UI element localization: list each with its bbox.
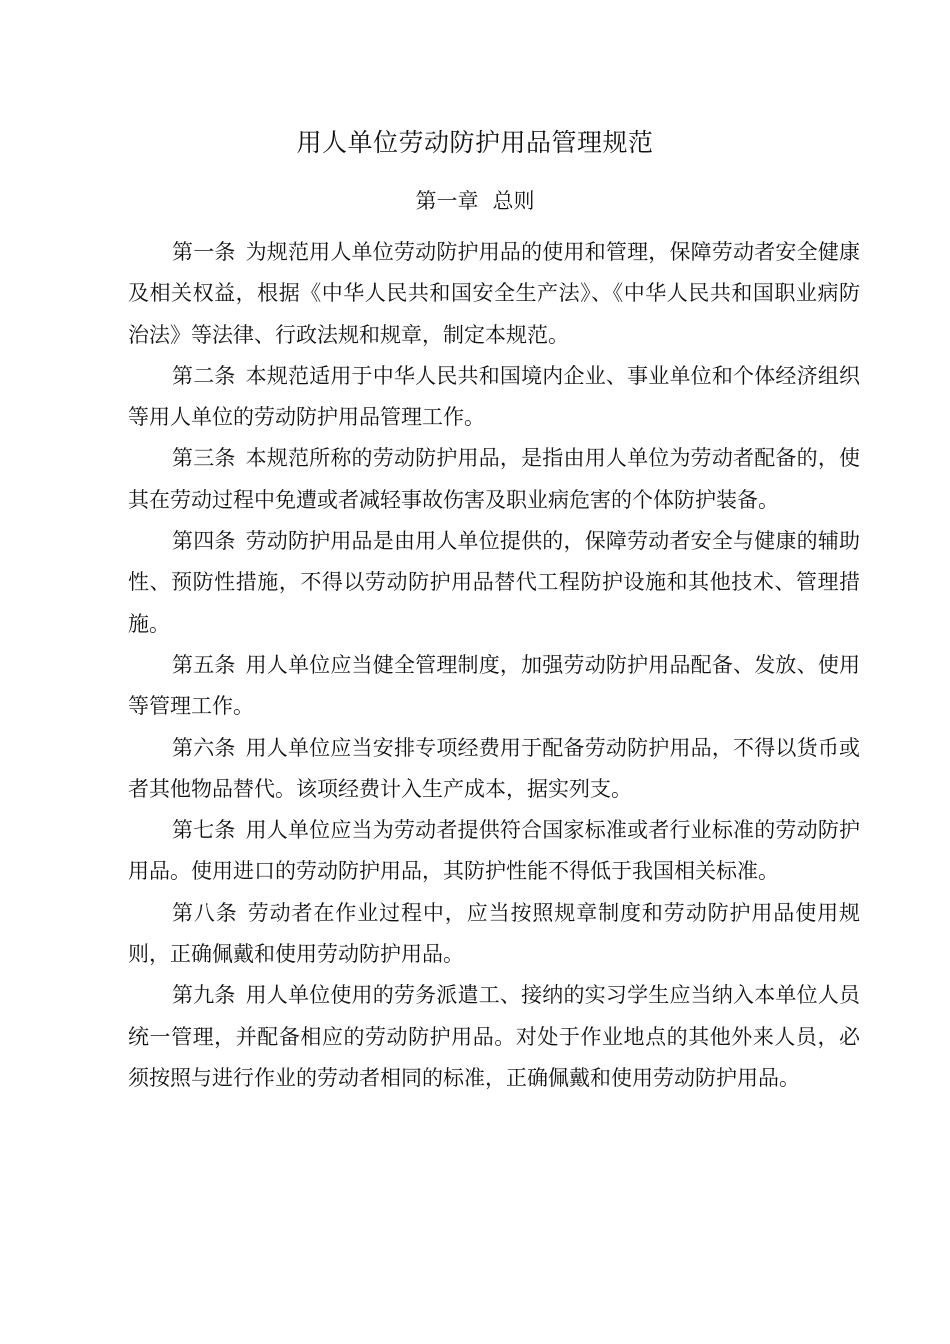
article-text: 本规范所称的劳动防护用品，是指由用人单位为劳动者配备的，使其在劳动过程中免遭或者减轻事故伤害及职业病危害的个体防护装备。	[128, 446, 861, 512]
document-body	[128, 232, 860, 1099]
article-7	[128, 810, 860, 893]
article-3	[128, 438, 860, 521]
article-2	[128, 356, 860, 439]
article-number: 第九条	[172, 983, 236, 1008]
article-1	[128, 232, 860, 356]
chapter-heading	[0, 183, 950, 219]
article-number: 第三条	[172, 446, 236, 471]
chapter-number: 第一章	[415, 189, 479, 213]
article-text: 用人单位使用的劳务派遣工、接纳的实习学生应当纳入本单位人员统一管理，并配备相应的劳动防护用品。对处于作业地点的其他外来人员，必须按照与进行作业的劳动者相同的标准，正确佩戴和使用劳动防护用品。	[128, 983, 861, 1090]
article-number: 第七条	[172, 818, 236, 843]
article-text: 用人单位应当健全管理制度，加强劳动防护用品配备、发放、使用等管理工作。	[128, 652, 861, 719]
article-text: 劳动者在作业过程中，应当按照规章制度和劳动防护用品使用规则，正确佩戴和使用劳动防护用品。	[128, 900, 861, 967]
article-number: 第四条	[172, 529, 236, 554]
article-text: 本规范适用于中华人民共和国境内企业、事业单位和个体经济组织等用人单位的劳动防护用品管理工作。	[128, 363, 861, 430]
article-9	[128, 975, 860, 1099]
article-text: 劳动防护用品是由用人单位提供的，保障劳动者安全与健康的辅助性、预防性措施，不得以劳动防护用品替代工程防护设施和其他技术、管理措施。	[128, 529, 861, 636]
article-5	[128, 645, 860, 728]
article-number: 第八条	[172, 900, 238, 925]
document-title: 用人单位劳动防护用品管理规范	[296, 128, 654, 157]
chapter-name: 总则	[492, 189, 535, 213]
article-number: 第二条	[172, 363, 236, 388]
article-4	[128, 521, 860, 645]
article-number: 第六条	[172, 735, 236, 760]
article-8	[128, 893, 860, 976]
article-6	[128, 728, 860, 811]
article-text: 用人单位应当为劳动者提供符合国家标准或者行业标准的劳动防护用品。使用进口的劳动防护用品，其防护性能不得低于我国相关标准。	[128, 818, 861, 884]
article-text: 为规范用人单位劳动防护用品的使用和管理，保障劳动者安全健康及相关权益，根据《中华人民共和国安全生产法》、《中华人民共和国职业病防治法》等法律、行政法规和规章，制定本规范。	[128, 240, 861, 347]
article-number: 第五条	[172, 652, 236, 677]
article-text: 用人单位应当安排专项经费用于配备劳动防护用品，不得以货币或者其他物品替代。该项经费计入生产成本，据实列支。	[128, 735, 861, 801]
article-number: 第一条	[172, 240, 236, 264]
